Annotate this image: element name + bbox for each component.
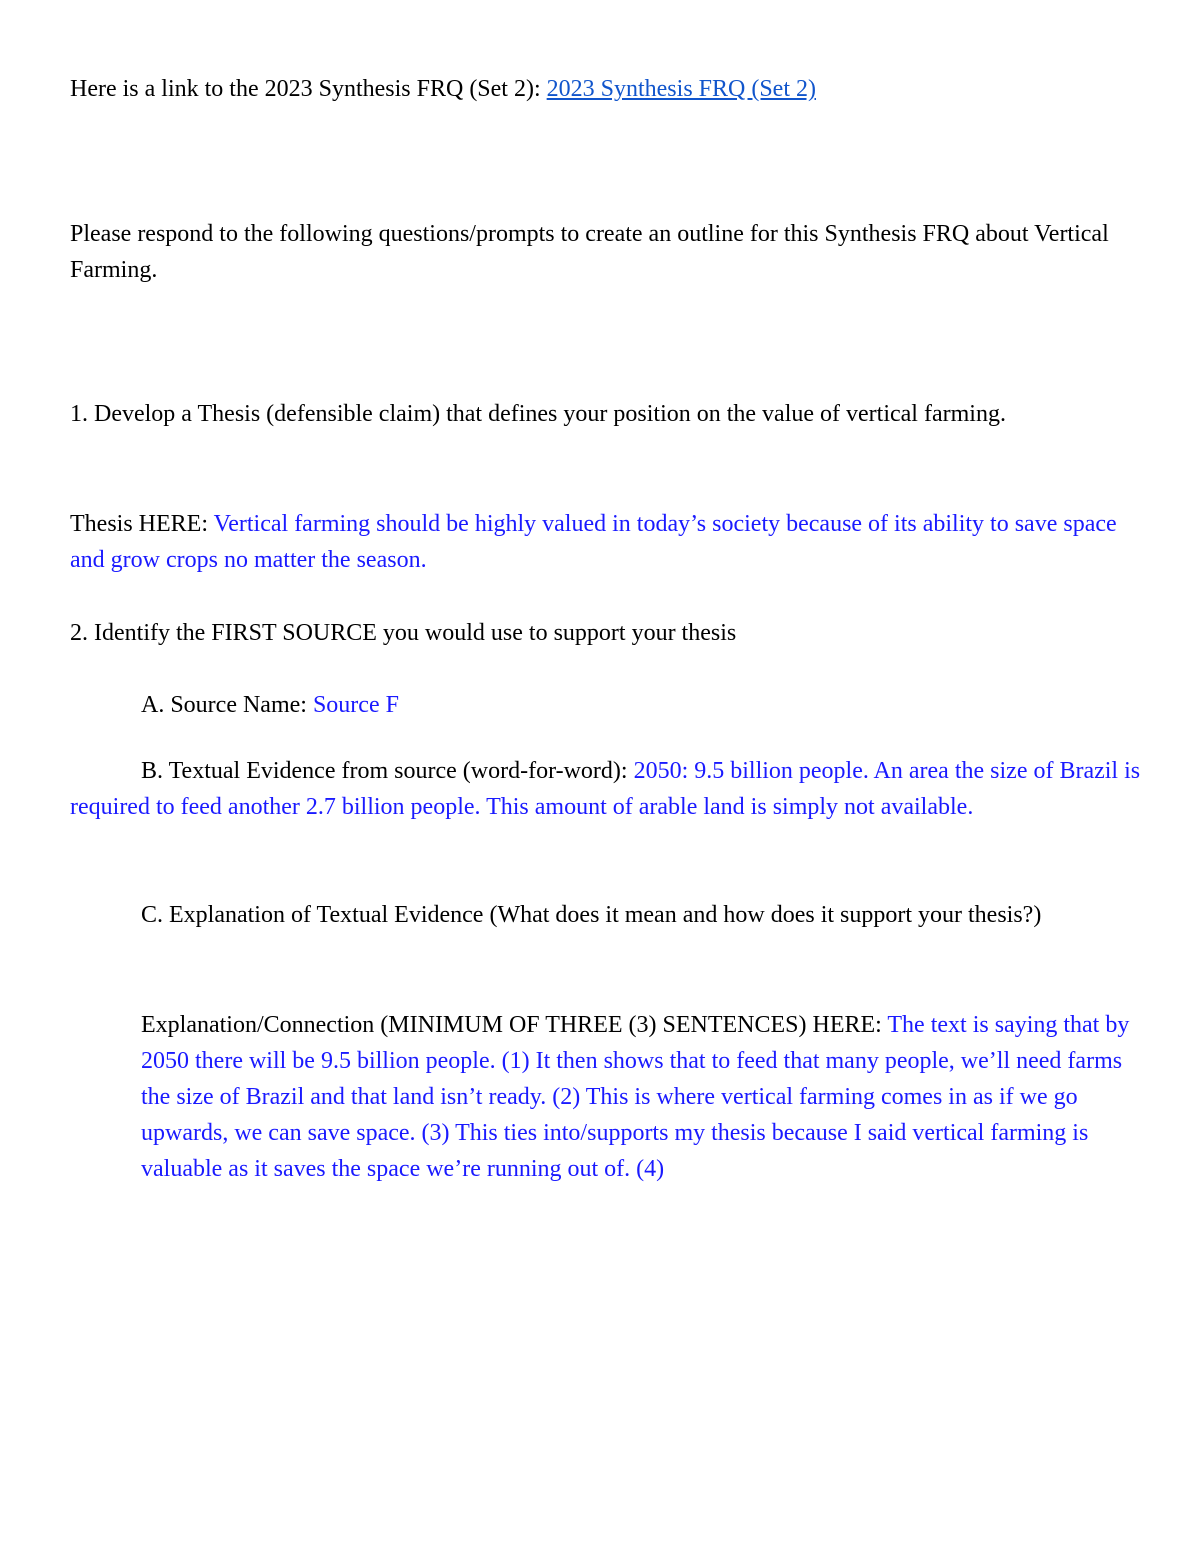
intro-line xyxy=(70,71,816,107)
thesis-paragraph xyxy=(70,506,1140,578)
explanation-paragraph xyxy=(141,1007,1131,1187)
question-1-prompt: 1. Develop a Thesis (defensible claim) that defines your position on the value of vertical farming. xyxy=(70,401,1006,427)
question-2-prompt: 2. Identify the FIRST SOURCE you would use to support your thesis xyxy=(70,620,737,646)
instructions-paragraph: Please respond to the following questions/prompts to create an outline for this Synthesis FRQ about Vertical Farming. xyxy=(70,221,1109,283)
explanation-label: Explanation/Connection (MINIMUM OF THREE (3) SENTENCES) HERE: xyxy=(141,1012,888,1038)
textual-evidence-label: B. Textual Evidence from source (word-for-word): xyxy=(141,758,634,784)
synthesis-frq-link[interactable]: 2023 Synthesis FRQ (Set 2) xyxy=(546,76,816,102)
source-name-answer: Source F xyxy=(312,692,399,718)
thesis-label: Thesis HERE: xyxy=(70,511,214,537)
explanation-answer: The text is saying that by 2050 there will be 9.5 billion people. (1) It then shows that to feed that many people, we’ll need farms the size of Brazil and that land isn’t ready. (2) This is where vertical farming comes in as if we go upwards, we can save space. (3) This ties into/supports my thesis because I said vertical farming is valuable as it saves the space we’re running out of. (4) xyxy=(141,1012,1130,1182)
source-name-label: A. Source Name: xyxy=(141,692,313,718)
thesis-answer: Vertical farming should be highly valued in today’s society because of its ability to save space and grow crops no matter the season. xyxy=(70,511,1117,573)
intro-prefix: Here is a link to the 2023 Synthesis FRQ (Set 2): xyxy=(70,76,547,102)
source-name-line xyxy=(141,687,399,723)
explanation-prompt: C. Explanation of Textual Evidence (What does it mean and how does it support your thesis?) xyxy=(141,902,1042,928)
textual-evidence-answer: 2050: 9.5 billion people. An area the size of Brazil is required to feed another 2.7 billion people. This amount of arable land is simply not available. xyxy=(70,758,1141,820)
textual-evidence-paragraph xyxy=(70,753,1145,825)
